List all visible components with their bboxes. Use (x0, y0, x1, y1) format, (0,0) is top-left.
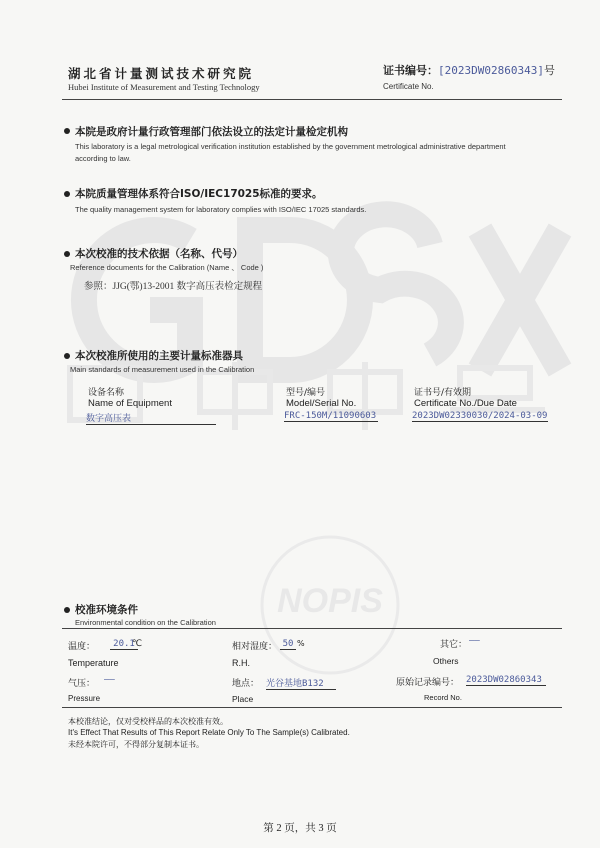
quality-statement-en: The quality management system for laboratory complies with ISO/IEC 17025 standards. (75, 205, 367, 214)
bullet-icon (64, 191, 70, 197)
model-header-en: Model/Serial No. (286, 398, 357, 409)
record-label-en: Record No. (424, 693, 462, 702)
lab-statement-cn: 本院是政府计量行政管理部门依法设立的法定计量检定机构 (75, 126, 348, 138)
humidity-label-en: R.H. (232, 658, 250, 668)
certificate-label-en: Certificate No. (383, 82, 434, 91)
temperature-value: 20.1 (110, 639, 138, 650)
institute-name-en: Hubei Institute of Measurement and Testing Technology (68, 82, 260, 92)
note-validity-cn: 本校准结论，仅对受校样品的本次校准有效。 (68, 717, 228, 726)
place-value: 光谷基地B132 (266, 676, 336, 690)
lab-statement-en-1: This laboratory is a legal metrological verification institution established by the government metrological administrative department (75, 142, 506, 151)
certificate-value: 2023DW02330030/2024-03-09 (412, 411, 548, 421)
pressure-value: —— (104, 675, 115, 685)
certificate-number-line (383, 62, 555, 78)
record-value: 2023DW02860343 (466, 675, 546, 686)
page-number: 第 2 页，共 3 页 (263, 823, 337, 834)
temperature-label-en: Temperature (68, 658, 119, 668)
reference-heading-cn: 本次校准的技术依据（名称、代号） (75, 248, 243, 260)
equipment-name-header-en: Name of Equipment (88, 398, 172, 409)
pressure-label-en: Pressure (68, 694, 101, 703)
temperature-label-cn: 温度： (68, 642, 96, 652)
place-label-cn: 地点： (232, 679, 260, 689)
certificate-suffix: 号 (543, 64, 555, 77)
certificate-header-en: Certificate No./Due Date (414, 398, 517, 409)
quality-statement-cn: 本院质量管理体系符合ISO/IEC17025标准的要求。 (75, 188, 323, 200)
institute-name-cn: 湖北省计量测试技术研究院 (68, 66, 255, 81)
standards-heading-en: Main standards of measurement used in the Calibration (70, 365, 255, 374)
humidity-value: 50 (280, 639, 296, 650)
bullet-icon (64, 353, 70, 359)
others-label-cn: 其它： (440, 640, 468, 650)
others-value: —— (469, 636, 480, 646)
note-copy-restriction: 未经本院许可，不得部分复制本证书。 (68, 740, 204, 749)
bullet-icon (64, 251, 70, 257)
others-label-en: Others (433, 656, 459, 666)
certificate-header-cn: 证书号/有效期 (414, 388, 472, 398)
notes-divider (62, 707, 562, 708)
environment-heading-cn: 校准环境条件 (75, 604, 138, 616)
record-label-cn: 原始记录编号： (396, 678, 460, 688)
header-divider (62, 99, 562, 100)
equipment-name-header-cn: 设备名称 (88, 388, 125, 398)
humidity-unit: % (297, 639, 305, 648)
model-header-cn: 型号/编号 (286, 388, 326, 398)
bullet-icon (64, 128, 70, 134)
standards-heading-cn: 本次校准所使用的主要计量标准器具 (75, 350, 243, 362)
model-value: FRC-150M/11090603 (284, 411, 377, 421)
equipment-name-value: 数字高压表 (86, 411, 216, 425)
bullet-icon (64, 607, 70, 613)
place-label-en: Place (232, 694, 254, 704)
humidity-label-cn: 相对湿度： (232, 642, 278, 652)
lab-statement-en-2: according to law. (75, 154, 131, 163)
seal-text: NOPIS (277, 582, 383, 620)
note-validity-en: It's Effect That Results of This Report Relate Only To The Sample(s) Calibrated. (68, 728, 350, 737)
environment-heading-en: Environmental condition on the Calibration (75, 618, 216, 627)
pressure-label-cn: 气压： (68, 679, 96, 689)
certificate-label-cn: 证书编号： (383, 64, 438, 77)
reference-value: 参照：JJG(鄂)13-2001 数字高压表检定规程 (84, 282, 263, 292)
certificate-number: [2023DW02860343] (438, 64, 544, 77)
temperature-unit: ℃ (132, 639, 143, 649)
reference-heading-en: Reference documents for the Calibration (Name 、 Code ) (70, 263, 264, 272)
environment-divider (62, 628, 562, 629)
